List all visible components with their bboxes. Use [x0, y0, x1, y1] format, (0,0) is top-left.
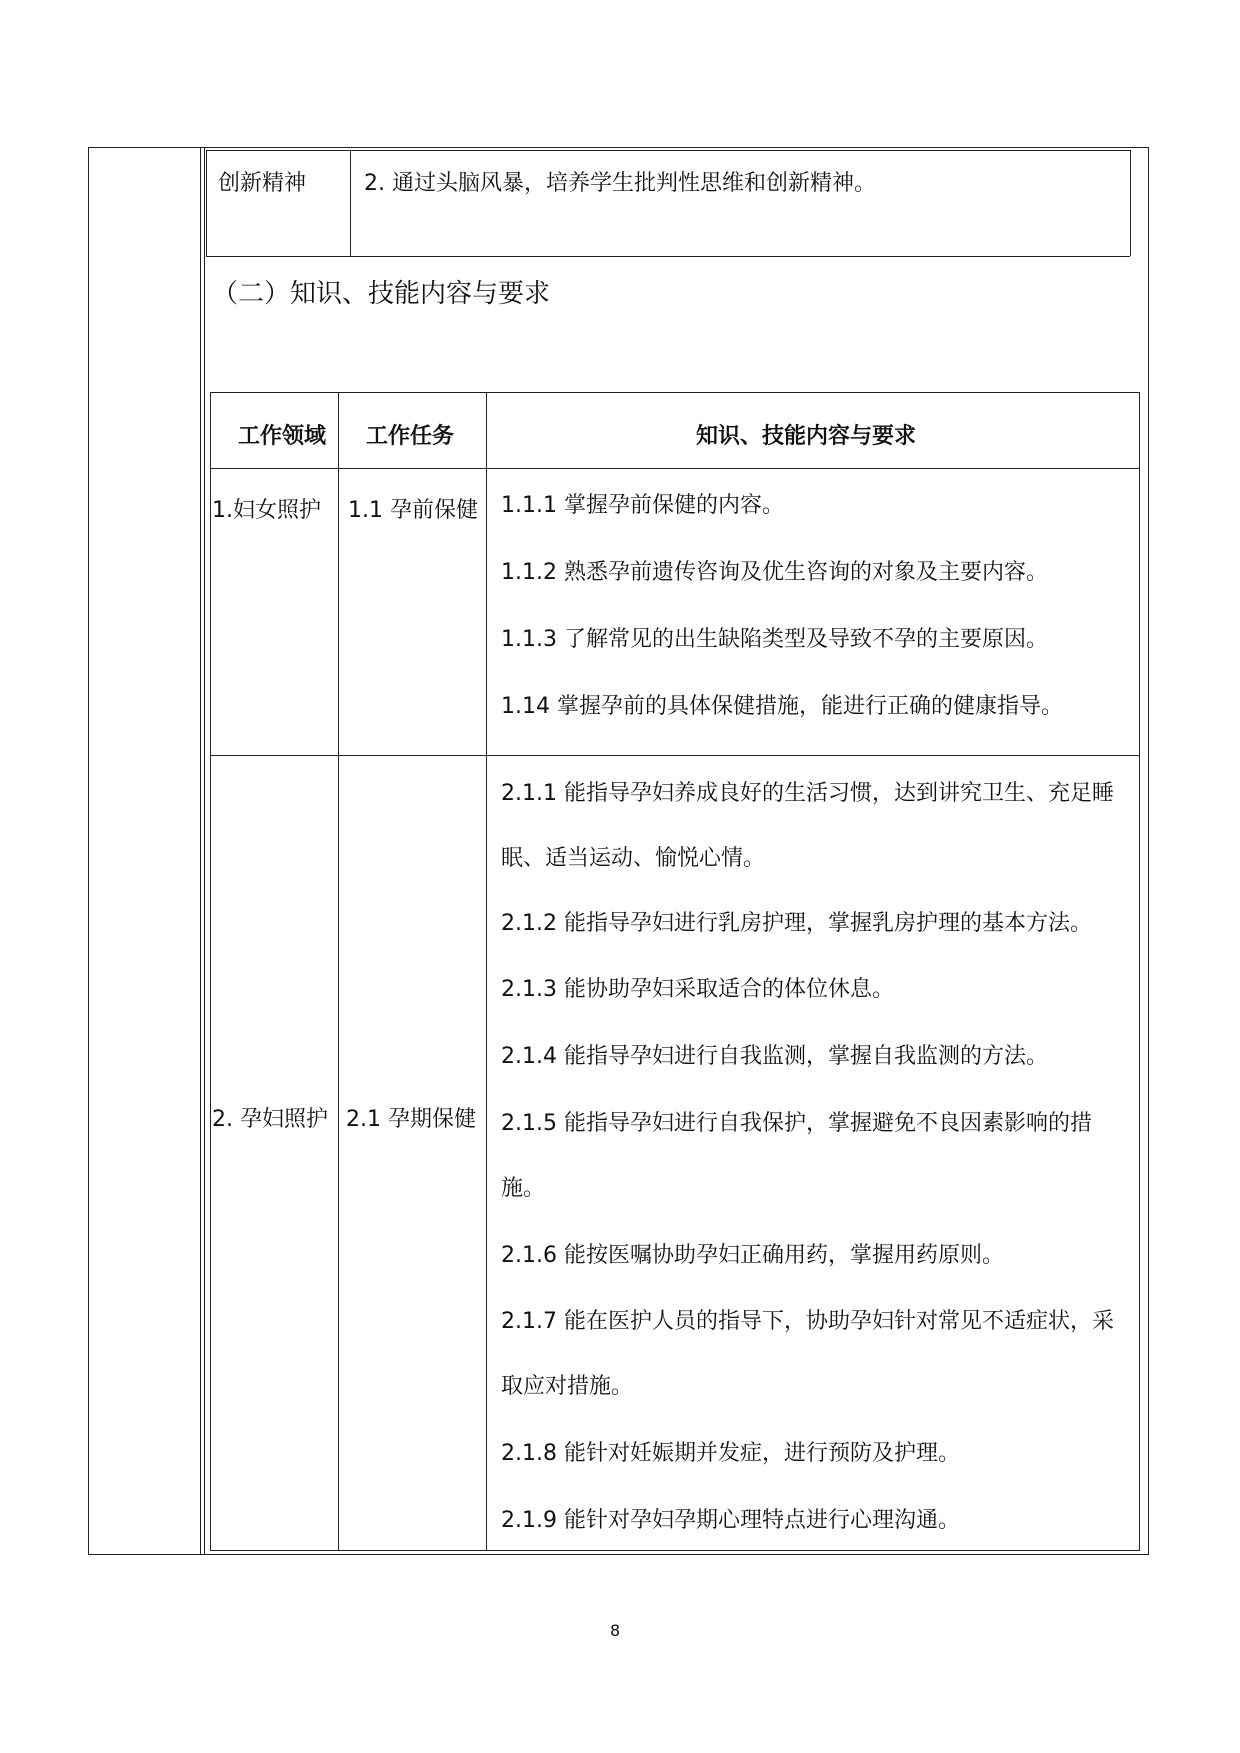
outer-col-divider-a [200, 147, 201, 1555]
main-table-col-divider-1 [338, 392, 339, 1551]
row1-line-4: 1.14 掌握孕前的具体保健措施，能进行正确的健康指导。 [501, 694, 1063, 719]
row2-line-2: 眠、适当运动、愉悦心情。 [501, 846, 766, 871]
row2-line-8: 2.1.6 能按医嘱协助孕妇正确用药，掌握用药原则。 [501, 1243, 1004, 1268]
row2-line-11: 2.1.8 能针对妊娠期并发症，进行预防及护理。 [501, 1441, 960, 1466]
page-number: 8 [610, 1621, 621, 1640]
main-table-row1-bottom [210, 755, 1139, 756]
top-table-right-border [1130, 150, 1131, 256]
row2-line-1: 2.1.1 能指导孕妇养成良好的生活习惯，达到讲究卫生、充足睡 [501, 781, 1114, 806]
outer-top-border [88, 147, 1148, 148]
top-table-top-border [206, 150, 1130, 151]
row1-domain: 1.妇女照护 [212, 498, 321, 523]
main-table-header-bottom [210, 468, 1139, 469]
row2-line-3: 2.1.2 能指导孕妇进行乳房护理，掌握乳房护理的基本方法。 [501, 911, 1092, 936]
top-table-left-border [206, 150, 207, 256]
top-table-label: 创新精神 [218, 171, 307, 196]
top-table-bottom-border [206, 256, 1130, 257]
row1-line-2: 1.1.2 熟悉孕前遗传咨询及优生咨询的对象及主要内容。 [501, 560, 1048, 585]
main-table-left-border [210, 392, 211, 1551]
header-work-domain: 工作领域 [238, 424, 327, 449]
row2-line-9: 2.1.7 能在医护人员的指导下，协助孕妇针对常见不适症状，采 [501, 1309, 1114, 1334]
row2-line-6: 2.1.5 能指导孕妇进行自我保护，掌握避免不良因素影响的措 [501, 1111, 1092, 1136]
row2-line-12: 2.1.9 能针对孕妇孕期心理特点进行心理沟通。 [501, 1508, 960, 1533]
row2-line-4: 2.1.3 能协助孕妇采取适合的体位休息。 [501, 977, 894, 1002]
row1-line-1: 1.1.1 掌握孕前保健的内容。 [501, 493, 784, 518]
row2-line-5: 2.1.4 能指导孕妇进行自我监测，掌握自我监测的方法。 [501, 1044, 1048, 1069]
header-knowledge-skills: 知识、技能内容与要求 [696, 424, 917, 449]
header-work-task: 工作任务 [366, 424, 455, 449]
main-table-top-border [210, 392, 1139, 393]
main-table-bottom-border [210, 1550, 1139, 1551]
outer-col-divider-b [204, 147, 205, 1555]
main-table-col-divider-2 [486, 392, 487, 1551]
top-table-content: 2. 通过头脑风暴，培养学生批判性思维和创新精神。 [364, 171, 876, 196]
outer-bottom-border [88, 1554, 1148, 1555]
row2-line-10: 取应对措施。 [501, 1374, 634, 1399]
outer-left-border [88, 147, 89, 1555]
row2-task: 2.1 孕期保健 [346, 1107, 476, 1132]
row2-line-7: 施。 [501, 1176, 546, 1201]
row2-domain: 2. 孕妇照护 [212, 1107, 328, 1132]
section-title: （二）知识、技能内容与要求 [212, 279, 551, 309]
outer-right-border [1148, 147, 1149, 1555]
row1-line-3: 1.1.3 了解常见的出生缺陷类型及导致不孕的主要原因。 [501, 627, 1048, 652]
main-table-right-border [1139, 392, 1140, 1551]
top-table-col-divider [350, 150, 351, 256]
row1-task: 1.1 孕前保健 [348, 498, 478, 523]
